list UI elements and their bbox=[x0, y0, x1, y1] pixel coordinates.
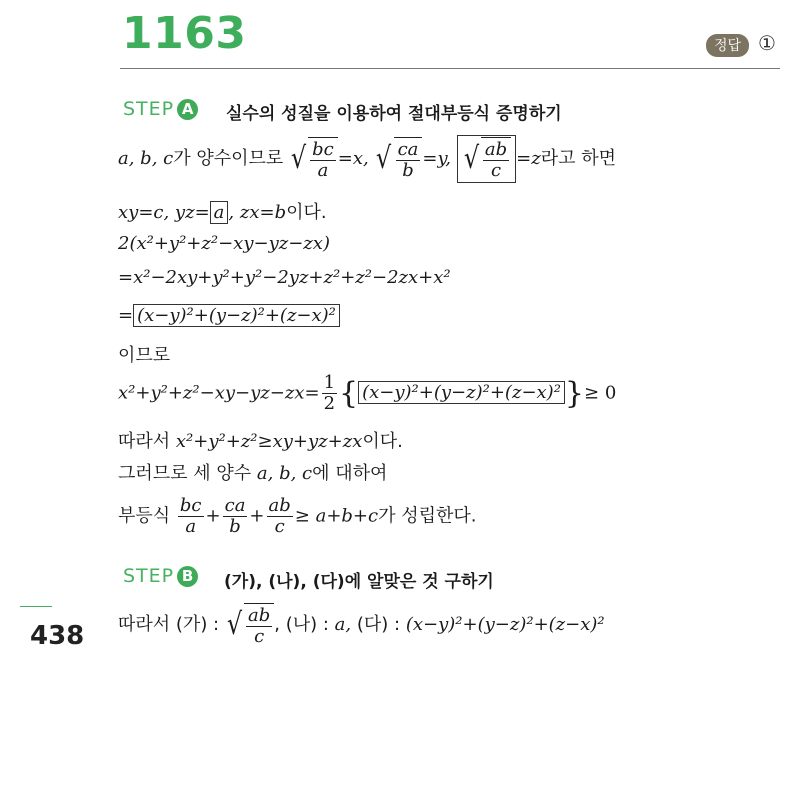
ineq-lhs: x²+y²+z²−xy−yz−zx= bbox=[118, 382, 320, 404]
frac-den: c bbox=[274, 515, 285, 537]
answer-intro: 따라서 bbox=[118, 613, 171, 635]
ans-ga: (가) : bbox=[175, 613, 220, 635]
line-products bbox=[118, 198, 327, 224]
frac-num: ca bbox=[397, 139, 419, 160]
frac-num: bc bbox=[179, 495, 202, 516]
step-b-na: (나) bbox=[268, 572, 301, 592]
final-korean: 가 성립한다. bbox=[378, 505, 477, 527]
page-number: 438 bbox=[30, 621, 85, 651]
sqrt-ca-b: √ $\frac{ca}{b}$ bbox=[374, 137, 422, 181]
step-b-sep: , bbox=[255, 572, 269, 592]
thus-end: 이다. bbox=[362, 431, 403, 452]
therefore-korean: 그러므로 세 양수 bbox=[118, 463, 252, 484]
frac-num: ab bbox=[268, 495, 291, 516]
ineq-korean: 부등식 bbox=[118, 505, 171, 527]
boxed-sqrt-ab-c: √ $\frac{ab}{c}$ bbox=[457, 135, 516, 183]
frac-den: a bbox=[317, 159, 329, 181]
given-korean: 가 양수이므로 bbox=[173, 147, 284, 169]
step-b-da: (다) bbox=[312, 572, 345, 592]
given-vars: a, b, c bbox=[118, 147, 174, 169]
step-a-label bbox=[123, 98, 198, 120]
frac-den: b bbox=[229, 515, 241, 537]
frac-den: 2 bbox=[323, 392, 336, 414]
final-rhs: ≥ a+b+c bbox=[294, 505, 379, 527]
ans-na: , (나) : bbox=[274, 613, 329, 635]
eq-z: =z bbox=[516, 147, 541, 169]
step-b-text: STEP bbox=[123, 565, 175, 587]
line-expand-2: =x²−2xy+y²+y²−2yz+z²+z²−2zx+x² bbox=[118, 267, 451, 288]
ans-da: (다) : bbox=[356, 613, 401, 635]
frac-half bbox=[322, 373, 337, 414]
eq-x: =x, bbox=[337, 147, 369, 169]
therefore-end: 에 대하여 bbox=[312, 463, 388, 484]
ans-da-val: (x−y)²+(y−z)²+(z−x)² bbox=[405, 613, 605, 635]
step-a-title: 실수의 성질을 이용하여 절대부등식 증명하기 bbox=[226, 104, 562, 124]
frac-num: ab bbox=[484, 139, 508, 160]
frac-ab-c bbox=[267, 496, 293, 537]
step-b-ga: (가) bbox=[224, 572, 256, 592]
thus-korean: 따라서 bbox=[118, 431, 171, 452]
frac-bc-a bbox=[178, 496, 204, 537]
expand-3-eq: = bbox=[118, 305, 134, 326]
frac-den: b bbox=[402, 159, 414, 181]
answer-value: ① bbox=[758, 31, 776, 55]
line-expand-3 bbox=[118, 304, 340, 327]
step-b-letter: B bbox=[177, 566, 198, 587]
step-b-sep: , bbox=[300, 572, 313, 592]
frac-den: c bbox=[490, 159, 502, 181]
plus: + bbox=[205, 505, 221, 527]
step-b-rest: 에 알맞은 것 구하기 bbox=[344, 572, 494, 592]
sqrt-ab-c: √ $\frac{ab}{c}$ bbox=[225, 603, 274, 647]
eq-y: =y, bbox=[422, 147, 451, 169]
frac-den: c bbox=[254, 625, 265, 647]
step-b-label bbox=[123, 565, 198, 587]
thus-math: x²+y²+z²≥xy+yz+zx bbox=[175, 431, 363, 452]
line-imeuro: 이므로 bbox=[118, 345, 171, 366]
frac-ca-b bbox=[223, 496, 248, 537]
line-answer bbox=[118, 603, 605, 647]
line-final-inequality bbox=[118, 496, 476, 537]
ineq-rhs: ≥ 0 bbox=[584, 382, 617, 404]
frac-num: ab bbox=[248, 605, 271, 626]
step-a-letter: A bbox=[177, 99, 198, 120]
line-inequality: x²+y²+z²−xy−yz−zx= $\frac{1}{2}$ { (x−y)²+(y−z)²+(z−x)² }≥ 0 bbox=[118, 372, 617, 414]
line-given bbox=[118, 135, 616, 183]
plus: + bbox=[249, 505, 265, 527]
line-thus bbox=[118, 427, 403, 453]
top-divider bbox=[120, 68, 780, 69]
frac-num: bc bbox=[312, 139, 334, 160]
problem-number: 1163 bbox=[122, 8, 247, 59]
frac-den: a bbox=[185, 515, 197, 537]
sqrt-bc-a: √ $\frac{bc}{a}$ bbox=[289, 137, 338, 181]
products-korean: 이다. bbox=[286, 202, 327, 223]
ineq-inner-box: (x−y)²+(y−z)²+(z−x)² bbox=[358, 381, 565, 404]
frac-num: ca bbox=[224, 495, 246, 516]
step-b-title bbox=[224, 567, 494, 592]
products-2: , zx=b bbox=[228, 202, 287, 223]
ans-na-val: a, bbox=[334, 613, 352, 635]
step-a-text: STEP bbox=[123, 98, 175, 120]
page-rule bbox=[20, 606, 52, 607]
answer-badge: 정답 bbox=[706, 34, 749, 57]
products-1: xy=c, yz= bbox=[118, 202, 210, 223]
line-therefore bbox=[118, 459, 387, 485]
let-korean: 라고 하면 bbox=[540, 147, 616, 169]
therefore-vars: a, b, c bbox=[256, 463, 313, 484]
expand-3-box: (x−y)²+(y−z)²+(z−x)² bbox=[133, 304, 340, 327]
line-expand-1: 2(x²+y²+z²−xy−yz−zx) bbox=[118, 233, 330, 254]
frac-num: 1 bbox=[323, 372, 336, 393]
products-box: a bbox=[210, 201, 229, 224]
